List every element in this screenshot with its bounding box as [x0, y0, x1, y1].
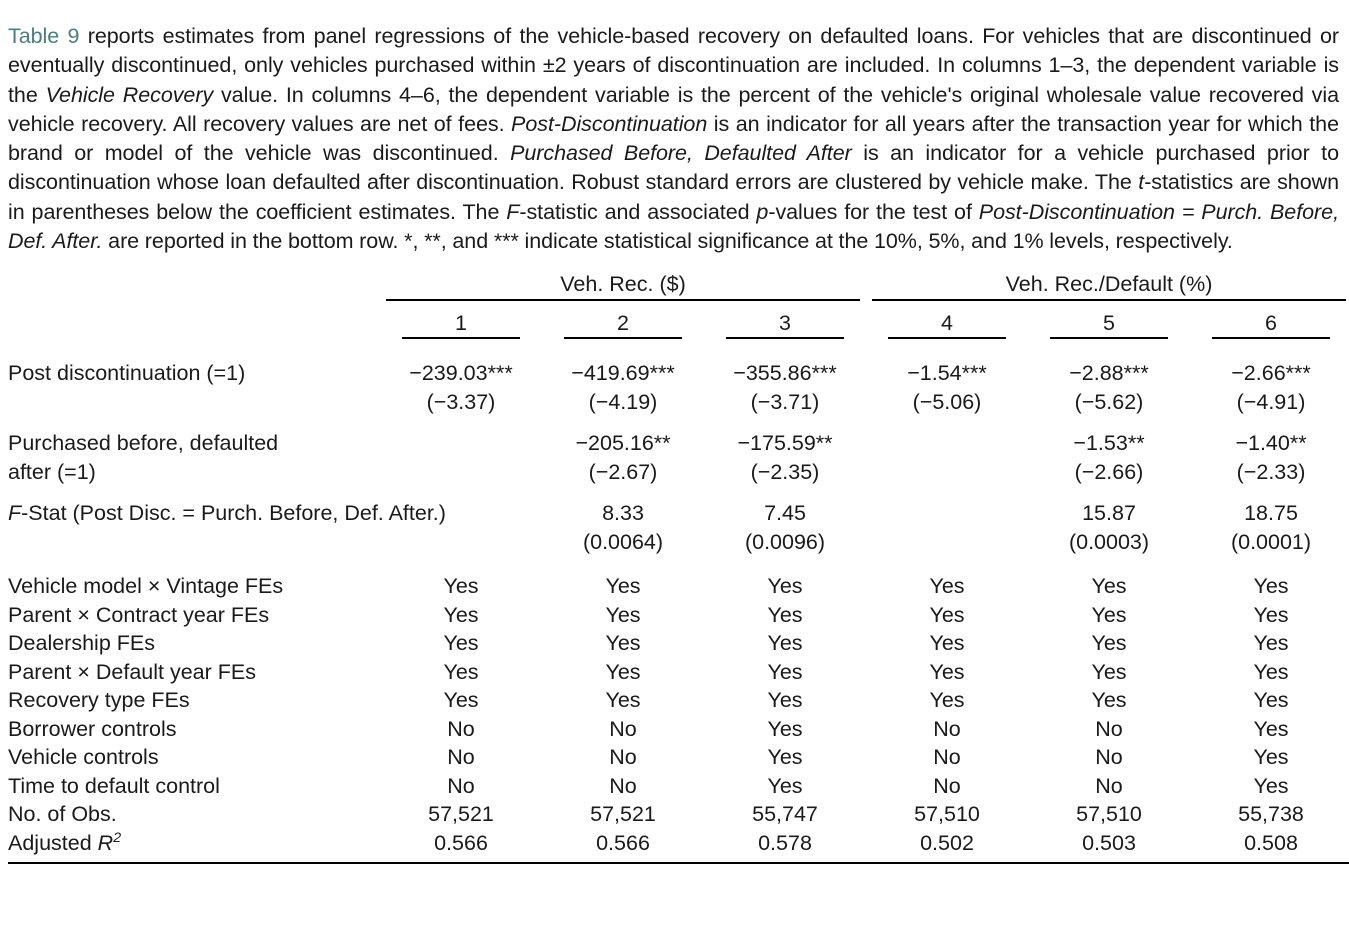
group-header-spacer [8, 270, 380, 299]
column-number-spacer [8, 309, 380, 338]
coef-row-post-discontinuation [8, 359, 1349, 388]
control-dealership-fes-c2: Yes [605, 631, 641, 656]
control-label-time-to-default-control [8, 772, 380, 801]
control-label-text: Borrower controls [8, 716, 177, 741]
control-label-borrower-controls [8, 715, 380, 744]
control-parent-default-year-fes-c2: Yes [605, 659, 641, 684]
fstat-label-f: F [8, 501, 22, 526]
control-recovery-type-fes-c3: Yes [767, 688, 803, 713]
control-label-text: Dealership FEs [8, 631, 155, 656]
column-number-6: 6 [1265, 310, 1277, 335]
adjr2-label [8, 829, 380, 858]
adjr2-row [8, 829, 1349, 858]
tstat-post-discontinuation-c4: (−5.06) [912, 389, 982, 414]
control-vehicle-model-vintage-fes-c5: Yes [1091, 574, 1127, 599]
horizontal-rule [564, 337, 682, 339]
control-recovery-type-fes-c2: Yes [605, 688, 641, 713]
column-rule-spacer [8, 337, 380, 348]
spacer [8, 486, 1349, 499]
nobs-c6: 55,738 [1238, 802, 1304, 827]
control-label-parent-contract-year-fes [8, 601, 380, 630]
adjr2-label-text: Adjusted [8, 830, 98, 855]
fstat-value-c3: 7.45 [764, 501, 806, 526]
adjr2-c6: 0.508 [1244, 830, 1298, 855]
column-number-3: 3 [779, 310, 791, 335]
column-number-4: 4 [941, 310, 953, 335]
horizontal-rule [872, 299, 1346, 301]
tstat-purchased-before-defaulted-after-c2: (−2.67) [588, 459, 658, 484]
control-parent-default-year-fes-c6: Yes [1253, 659, 1289, 684]
column-rule-5 [1028, 337, 1190, 348]
control-recovery-type-fes-c5: Yes [1091, 688, 1127, 713]
group-rule-spacer [8, 299, 380, 309]
tstat-purchased-before-defaulted-after-c5: (−2.66) [1074, 459, 1144, 484]
control-label-parent-default-year-fes [8, 658, 380, 687]
fstat-pvalue-c3: (0.0096) [744, 529, 826, 554]
control-borrower-controls-c6: Yes [1253, 716, 1289, 741]
regression-table [8, 270, 1349, 864]
control-parent-default-year-fes-c1: Yes [443, 659, 479, 684]
spacer [8, 556, 1349, 572]
control-parent-contract-year-fes-c3: Yes [767, 602, 803, 627]
control-label-text: Time to default control [8, 773, 220, 798]
control-time-to-default-control-c4: No [933, 773, 961, 798]
control-row-vehicle-model-vintage-fes [8, 572, 1349, 601]
control-row-borrower-controls [8, 715, 1349, 744]
control-recovery-type-fes-c4: Yes [929, 688, 965, 713]
control-dealership-fes-c4: Yes [929, 631, 965, 656]
coef-purchased-before-defaulted-after-c1 [380, 429, 542, 458]
control-label-recovery-type-fes [8, 686, 380, 715]
horizontal-rule [1212, 337, 1330, 339]
fstat-value-c2: 8.33 [602, 501, 644, 526]
control-vehicle-model-vintage-fes-c6: Yes [1253, 574, 1289, 599]
fstat-row [8, 499, 1349, 528]
row-spacer [8, 416, 1349, 429]
horizontal-rule [1050, 337, 1168, 339]
coef-post-discontinuation-c6: −2.66*** [1231, 361, 1311, 386]
control-row-vehicle-controls [8, 743, 1349, 772]
control-vehicle-controls-c5: No [1095, 745, 1123, 770]
control-label-vehicle-controls [8, 743, 380, 772]
control-parent-contract-year-fes-c5: Yes [1091, 602, 1127, 627]
caption-segment: value. In columns 4–6, the dependent variable is the percent of the vehicle's original wholesale value recovered via vehicle recovery. All recovery values are net of fees. [8, 82, 1339, 136]
control-borrower-controls-c5: No [1095, 716, 1123, 741]
table-caption [8, 22, 1341, 256]
caption-segment: is an indicator for a vehicle purchased prior to discontinuation whose loan defaulted after discontinuation. Robust standard errors are clustered by vehicle make. The [8, 141, 1339, 195]
control-row-time-to-default-control [8, 772, 1349, 801]
row-label-purchased-before-defaulted-after: Purchased before, defaulted [8, 431, 279, 456]
control-parent-default-year-fes-c4: Yes [929, 659, 965, 684]
multiply-icon: × [71, 602, 96, 627]
tstat-row-post-discontinuation [8, 388, 1349, 417]
control-vehicle-controls-c4: No [933, 745, 961, 770]
coef-row-purchased-before-defaulted-after [8, 429, 1349, 458]
column-number-rule-row [8, 337, 1349, 348]
nobs-c3: 55,747 [752, 802, 818, 827]
control-label-vehicle-model-vintage-fes [8, 572, 380, 601]
row-spacer [8, 486, 1349, 499]
coef-post-discontinuation-c1: −239.03*** [409, 361, 513, 386]
control-label-dealership-fes [8, 629, 380, 658]
coef-purchased-before-defaulted-after-c3: −175.59** [737, 431, 833, 456]
adjr2-c2: 0.566 [596, 830, 650, 855]
control-label-text: Vehicle controls [8, 745, 159, 770]
horizontal-rule [402, 337, 520, 339]
control-vehicle-model-vintage-fes-c2: Yes [605, 574, 641, 599]
group-rule-row [8, 299, 1349, 309]
control-parent-default-year-fes-c3: Yes [767, 659, 803, 684]
tstat-post-discontinuation-c2: (−4.19) [588, 389, 658, 414]
column-rule-1 [380, 337, 542, 348]
control-label-text: Parent [8, 659, 72, 684]
control-dealership-fes-c6: Yes [1253, 631, 1289, 656]
spacer [8, 348, 1349, 359]
horizontal-rule [8, 863, 1349, 864]
nobs-row [8, 800, 1349, 829]
coef-purchased-before-defaulted-after-c5: −1.53** [1073, 431, 1145, 456]
fstat-value-c6: 18.75 [1244, 501, 1298, 526]
coef-post-discontinuation-c2: −419.69*** [571, 361, 675, 386]
adjr2-c1: 0.566 [434, 830, 488, 855]
spacer [8, 416, 1349, 429]
control-vehicle-controls-c6: Yes [1253, 745, 1289, 770]
column-number-row [8, 309, 1349, 338]
column-number-1: 1 [455, 310, 467, 335]
tstat-post-discontinuation-c6: (−4.91) [1236, 389, 1306, 414]
control-borrower-controls-c1: No [447, 716, 475, 741]
nobs-c1: 57,521 [428, 802, 494, 827]
control-time-to-default-control-c1: No [447, 773, 475, 798]
fstat-pvalue-c6: (0.0001) [1230, 529, 1312, 554]
control-dealership-fes-c3: Yes [767, 631, 803, 656]
table-bottom-rule [8, 863, 1349, 864]
control-vehicle-controls-c1: No [447, 745, 475, 770]
horizontal-rule [386, 299, 860, 301]
tstat-post-discontinuation-c5: (−5.62) [1074, 389, 1144, 414]
tstat-post-discontinuation-c3: (−3.71) [750, 389, 820, 414]
control-borrower-controls-c2: No [609, 716, 637, 741]
column-rule-4 [866, 337, 1028, 348]
control-label-text-2: Default year FEs [95, 659, 256, 684]
caption-segment: Purchased Before, Defaulted After [510, 141, 852, 166]
control-time-to-default-control-c3: Yes [767, 773, 803, 798]
caption-segment: -values for the test of [768, 199, 979, 224]
control-dealership-fes-c5: Yes [1091, 631, 1127, 656]
caption-segment: Post-Discontinuation = Purch. Before, Def. After. [8, 199, 1339, 254]
control-parent-default-year-fes-c5: Yes [1091, 659, 1127, 684]
tstat-post-discontinuation-c1: (−3.37) [426, 389, 496, 414]
control-vehicle-model-vintage-fes-c3: Yes [767, 574, 803, 599]
adjr2-c4: 0.502 [920, 830, 974, 855]
control-parent-contract-year-fes-c2: Yes [605, 602, 641, 627]
control-label-text: Parent [8, 602, 72, 627]
control-row-parent-contract-year-fes [8, 601, 1349, 630]
control-recovery-type-fes-c6: Yes [1253, 688, 1289, 713]
control-parent-contract-year-fes-c1: Yes [443, 602, 479, 627]
adjr2-label-r: R [97, 830, 114, 855]
row-spacer [8, 556, 1349, 572]
tstat-purchased-before-defaulted-after-c1 [380, 458, 542, 487]
coef-post-discontinuation-c4: −1.54*** [907, 361, 987, 386]
caption-segment: -statistics are shown in parentheses below the coefficient estimates. The [8, 170, 1340, 224]
control-parent-contract-year-fes-c6: Yes [1253, 602, 1289, 627]
group-rule-1 [866, 299, 1349, 309]
group-rule-0 [380, 299, 866, 309]
control-vehicle-model-vintage-fes-c1: Yes [443, 574, 479, 599]
group-header-0: Veh. Rec. ($) [560, 272, 686, 297]
fstat-pvalue-c4 [866, 528, 1028, 557]
caption-segment: reports estimates from panel regressions of the vehicle-based recovery on defaulted loans. For vehicles that are discontinued or eventually discontinued, only vehicles purchased within ±2 years of discontinuation are included. In columns 1–3, the dependent variable is the [8, 24, 1340, 107]
tstat-purchased-before-defaulted-after-c4 [866, 458, 1028, 487]
fstat-pvalue-c1 [380, 528, 542, 557]
caption-segment: t [1138, 170, 1145, 195]
caption-segment: Post-Discontinuation [511, 111, 708, 136]
adjr2-c3: 0.578 [758, 830, 812, 855]
control-borrower-controls-c4: No [933, 716, 961, 741]
nobs-c2: 57,521 [590, 802, 656, 827]
column-rule-2 [542, 337, 704, 348]
coef-purchased-before-defaulted-after-c2: −205.16** [575, 431, 671, 456]
control-label-text-2: Vintage FEs [166, 574, 284, 599]
coef-purchased-before-defaulted-after-c6: −1.40** [1235, 431, 1307, 456]
nobs-label: No. of Obs. [8, 802, 117, 827]
control-vehicle-controls-c3: Yes [767, 745, 803, 770]
fstat-pvalue-c5: (0.0003) [1068, 529, 1150, 554]
row-label2-purchased-before-defaulted-after: after (=1) [8, 459, 96, 484]
fstat-pvalue-label-spacer [8, 528, 380, 557]
caption-segment: is an indicator for all years after the transaction year for which the brand or model of the vehicle was discontinued. [8, 111, 1339, 166]
multiply-icon: × [141, 574, 167, 599]
control-parent-contract-year-fes-c4: Yes [929, 602, 965, 627]
tstat-row-purchased-before-defaulted-after [8, 458, 1349, 487]
nobs-c4: 57,510 [914, 802, 980, 827]
tstat-purchased-before-defaulted-after-c6: (−2.33) [1236, 459, 1306, 484]
control-label-text: Recovery type FEs [8, 688, 190, 713]
row-spacer [8, 348, 1349, 359]
coef-post-discontinuation-c3: −355.86*** [733, 361, 837, 386]
row-label-post-discontinuation: Post discontinuation (=1) [8, 361, 246, 386]
control-row-recovery-type-fes [8, 686, 1349, 715]
group-header-1: Veh. Rec./Default (%) [1005, 272, 1213, 297]
tstat-label-spacer [8, 388, 380, 417]
caption-segment: -statistic and associated [519, 199, 757, 224]
control-vehicle-model-vintage-fes-c4: Yes [929, 574, 965, 599]
control-recovery-type-fes-c1: Yes [443, 688, 479, 713]
control-time-to-default-control-c5: No [1095, 773, 1123, 798]
caption-segment: F [506, 199, 520, 224]
caption-segment: Vehicle Recovery [45, 82, 214, 107]
control-row-dealership-fes [8, 629, 1349, 658]
column-rule-6 [1190, 337, 1349, 348]
fstat-label-rest: -Stat (Post Disc. = Purch. Before, Def. After.) [21, 501, 446, 526]
fstat-value-c5: 15.87 [1082, 501, 1136, 526]
control-dealership-fes-c1: Yes [443, 631, 479, 656]
coef-purchased-before-defaulted-after-c4 [866, 429, 1028, 458]
multiply-icon: × [71, 659, 96, 684]
fstat-pvalue-c2: (0.0064) [582, 529, 664, 554]
control-borrower-controls-c3: Yes [767, 716, 803, 741]
horizontal-rule [888, 337, 1006, 339]
tstat-purchased-before-defaulted-after-c3: (−2.35) [750, 459, 820, 484]
table-number: Table 9 [8, 24, 80, 48]
column-number-2: 2 [617, 310, 629, 335]
control-label-text-2: Contract year FEs [95, 602, 270, 627]
control-row-parent-default-year-fes [8, 658, 1349, 687]
adjr2-c5: 0.503 [1082, 830, 1136, 855]
fstat-pvalue-row [8, 528, 1349, 557]
column-rule-3 [704, 337, 866, 348]
coef-post-discontinuation-c5: −2.88*** [1069, 361, 1149, 386]
control-time-to-default-control-c6: Yes [1253, 773, 1289, 798]
column-number-5: 5 [1103, 310, 1115, 335]
group-header-row [8, 270, 1349, 299]
control-time-to-default-control-c2: No [609, 773, 637, 798]
adjr2-label-exponent: 2 [113, 829, 122, 846]
caption-segment: p [756, 199, 769, 224]
fstat-label [8, 499, 446, 528]
nobs-c5: 57,510 [1076, 802, 1142, 827]
horizontal-rule [726, 337, 844, 339]
control-label-text: Vehicle model [8, 574, 142, 599]
caption-segment: are reported in the bottom row. *, **, and *** indicate statistical significance at the 10%, 5%, and 1% levels, respectively. [102, 229, 1233, 254]
fstat-value-c4 [866, 499, 1028, 528]
control-vehicle-controls-c2: No [609, 745, 637, 770]
